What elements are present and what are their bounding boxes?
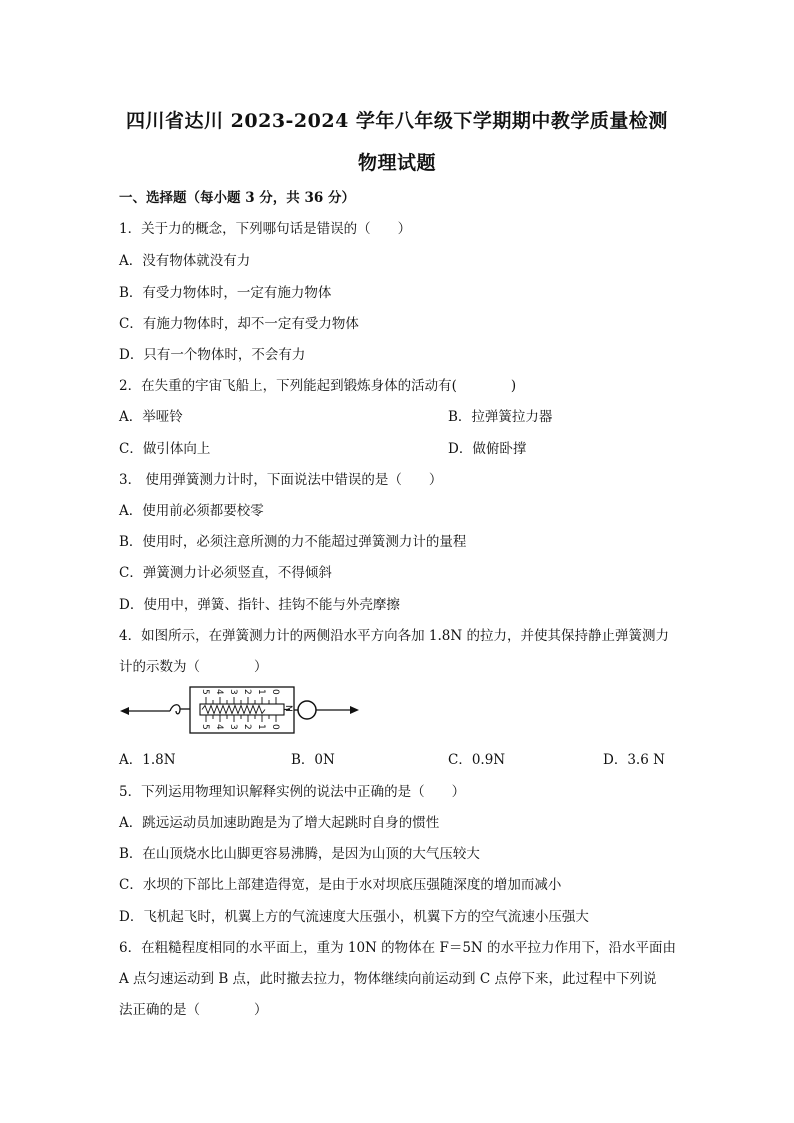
bottom-label-4: 4 — [214, 724, 224, 730]
q5-option-a: A．跳远运动员加速助跑是为了增大起跳时自身的惯性 — [119, 815, 440, 831]
bottom-label-2: 2 — [242, 724, 252, 730]
top-label-2: 2 — [242, 689, 252, 695]
q3-stem: 3． 使用弹簧测力计时，下面说法中错误的是（ ） — [119, 472, 443, 488]
q1-option-d: D．只有一个物体时，不会有力 — [119, 347, 306, 363]
q3-option-a: A．使用前必须都要校零 — [119, 503, 264, 519]
q5-option-b: B．在山顶烧水比山脚更容易沸腾，是因为山顶的大气压较大 — [119, 846, 480, 862]
spring-scale-figure — [118, 683, 363, 739]
bottom-label-1: 1 — [256, 724, 266, 730]
top-label-1: 1 — [256, 689, 266, 695]
q6-stem-line1: 6．在粗糙程度相同的水平面上，重为 10N 的物体在 F＝5N 的水平拉力作用下，沿水平面由 — [119, 940, 677, 956]
top-label-5: 5 — [200, 689, 210, 695]
q5-stem: 5．下列运用物理知识解释实例的说法中正确的是（ ） — [119, 784, 466, 800]
q1-option-b: B．有受力物体时，一定有施力物体 — [119, 285, 332, 301]
top-label-4: 4 — [214, 689, 224, 695]
bottom-label-3: 3 — [228, 724, 238, 730]
q2-stem: 2．在失重的宇宙飞船上，下列能起到锻炼身体的活动有( ) — [119, 378, 517, 394]
q2-option-a: A．举哑铃 — [119, 409, 183, 425]
q4-option-a: A．1.8N — [119, 752, 176, 768]
q5-option-d: D．飞机起飞时，机翼上方的气流速度大压强小，机翼下方的空气流速小压强大 — [119, 909, 589, 925]
q2-option-b: B．拉弹簧拉力器 — [448, 409, 553, 425]
q4-option-b: B．0N — [291, 752, 335, 768]
q4-stem-line2: 计的示数为（ ） — [119, 659, 268, 675]
q3-option-b: B．使用时，必须注意所测的力不能超过弹簧测力计的量程 — [119, 534, 467, 550]
scale-unit-label: N — [283, 705, 293, 712]
q5-option-c: C．水坝的下部比上部建造得宽，是由于水对坝底压强随深度的增加而减小 — [119, 877, 562, 893]
top-label-0: 0 — [270, 689, 280, 695]
q1-option-c: C．有施力物体时，却不一定有受力物体 — [119, 316, 359, 332]
bottom-label-5: 5 — [200, 724, 210, 730]
exam-title-line1: 四川省达川 2023-2024 学年八年级下学期期中教学质量检测 — [126, 110, 668, 132]
q3-option-d: D．使用中，弹簧、指针、挂钩不能与外壳摩擦 — [119, 597, 400, 613]
top-label-3: 3 — [228, 689, 238, 695]
ring — [298, 701, 316, 719]
right-arrowhead — [350, 706, 359, 714]
section-heading: 一、选择题（每小题 3 分，共 36 分） — [119, 190, 355, 206]
bottom-label-0: 0 — [270, 724, 280, 730]
q1-option-a: A．没有物体就没有力 — [119, 253, 251, 269]
q4-option-d: D．3.6 N — [603, 752, 665, 768]
q3-option-c: C．弹簧测力计必须竖直，不得倾斜 — [119, 565, 332, 581]
q4-option-c: C．0.9N — [448, 752, 506, 768]
q1-stem: 1．关于力的概念，下列哪句话是错误的（ ） — [119, 221, 412, 237]
q6-stem-line3: 法正确的是（ ） — [119, 1002, 268, 1018]
left-arrowhead — [120, 707, 129, 715]
q6-stem-line2: A 点匀速运动到 B 点，此时撤去拉力，物体继续向前运动到 C 点停下来，此过程中下列说 — [119, 971, 657, 987]
q4-stem-line1: 4．如图所示，在弹簧测力计的两侧沿水平方向各加 1.8N 的拉力，并使其保持静止弹簧测力 — [119, 628, 669, 644]
hook — [170, 705, 180, 714]
q2-option-d: D．做俯卧撑 — [448, 441, 527, 457]
exam-title-line2: 物理试题 — [357, 152, 436, 174]
q2-option-c: C．做引体向上 — [119, 441, 211, 457]
spring-scale-diagram — [118, 683, 363, 739]
